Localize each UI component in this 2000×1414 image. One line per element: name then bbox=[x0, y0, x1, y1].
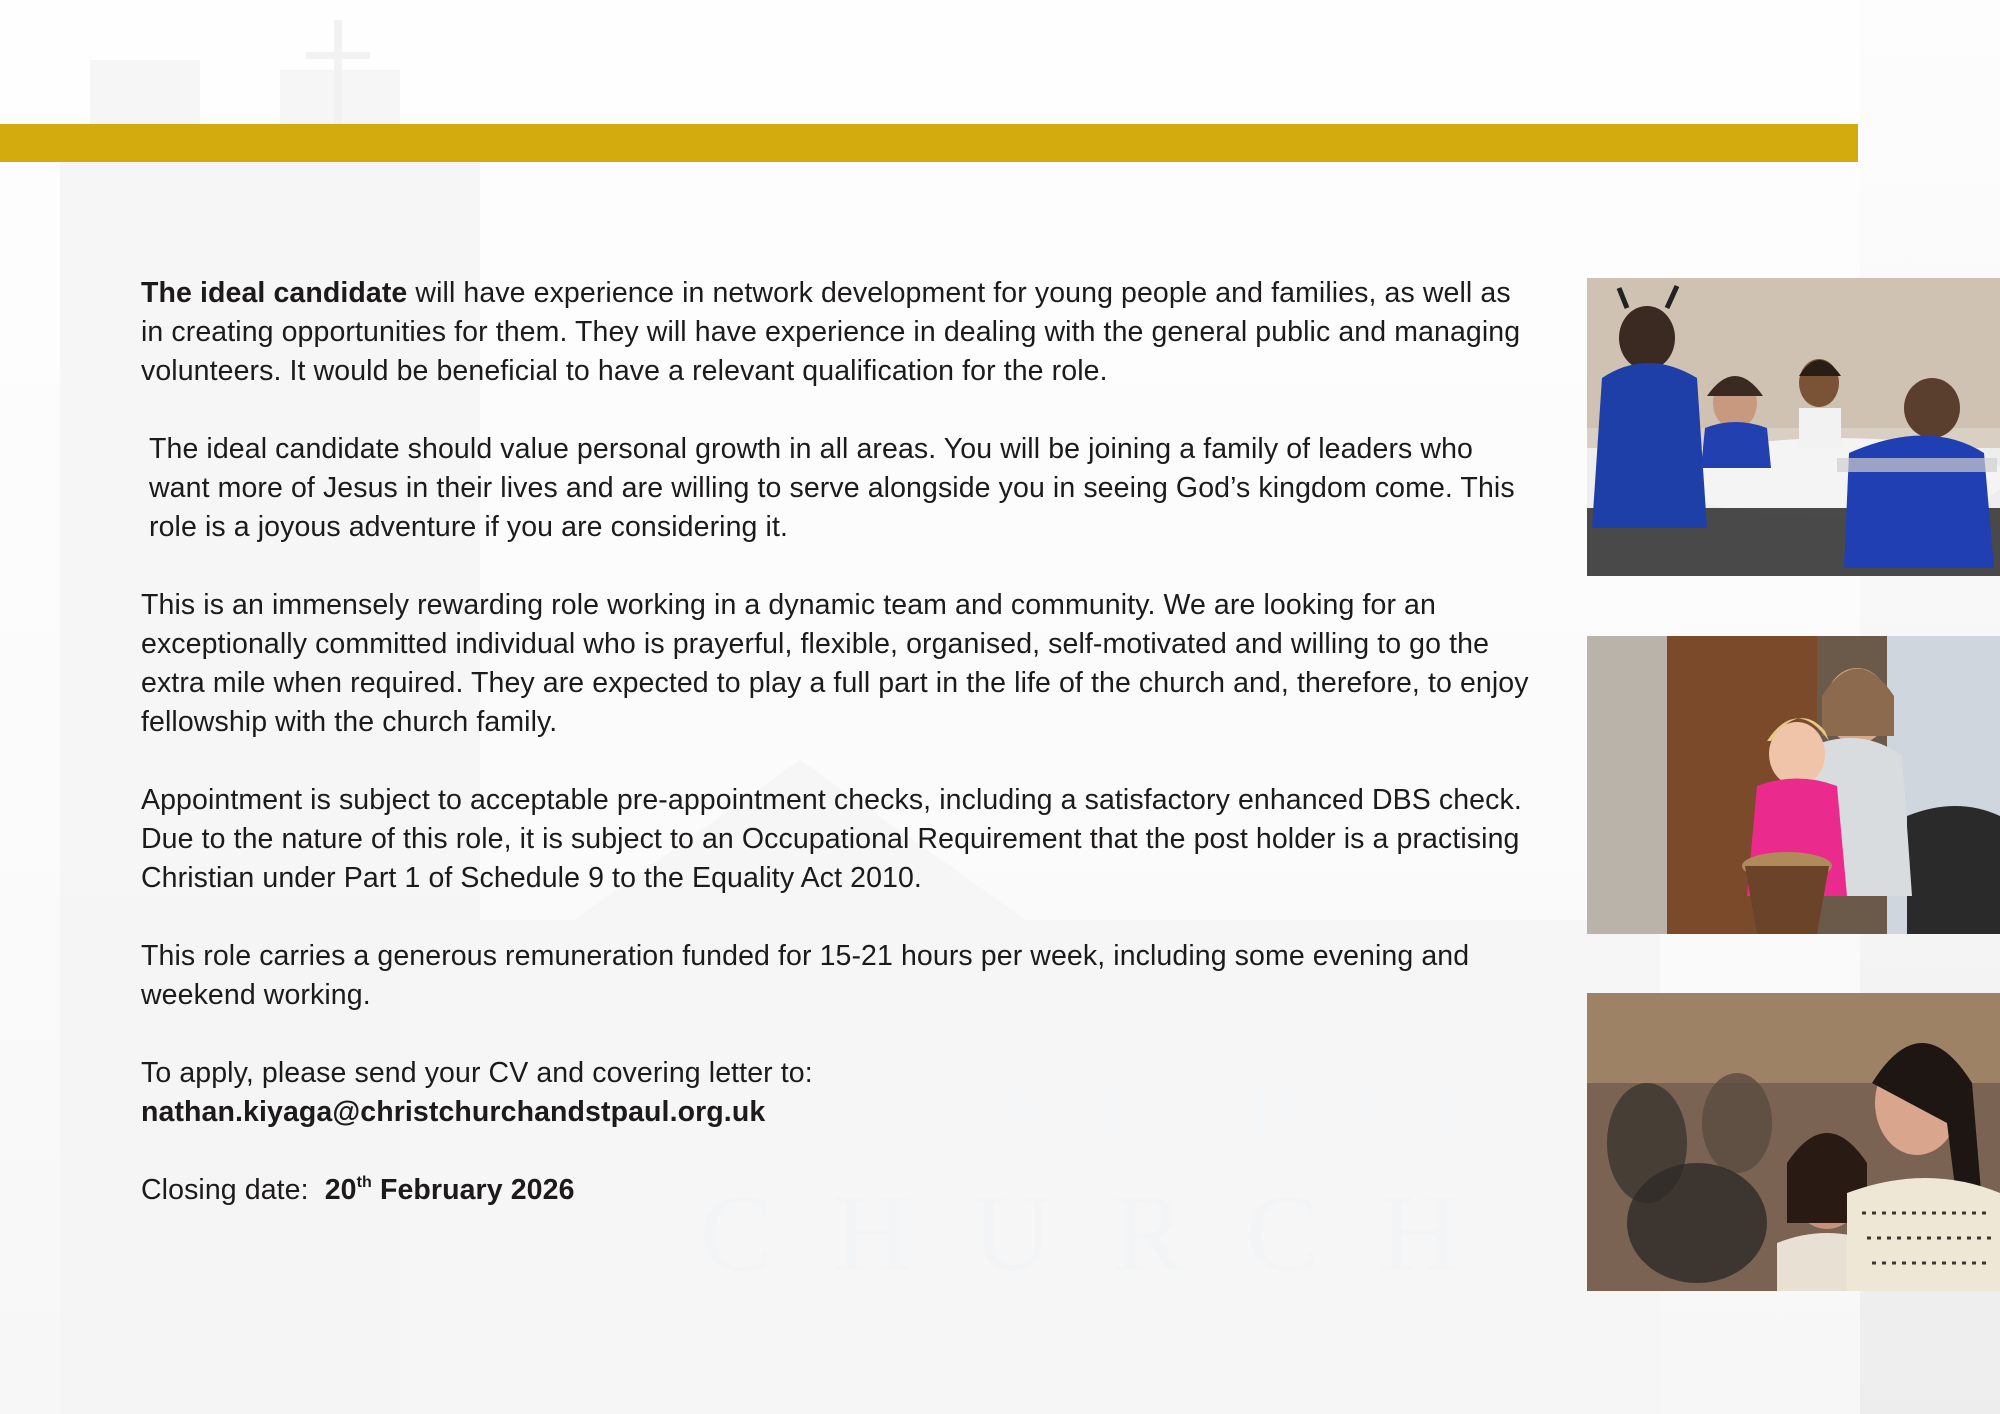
paragraph-ideal-candidate bbox=[141, 274, 1541, 391]
apply-email-link[interactable]: nathan.kiyaga@christchurchandstpaul.org.uk bbox=[141, 1096, 766, 1128]
gold-accent-bar bbox=[0, 124, 1858, 162]
photo-children-party bbox=[1587, 278, 2000, 576]
paragraph-remuneration: This role carries a generous remuneration funded for 15-21 hours per week, including some evening and weekend working. bbox=[141, 940, 1470, 1011]
apply-instructions: To apply, please send your CV and covering letter to: bbox=[141, 1057, 813, 1089]
photo-girl-drum bbox=[1587, 636, 2000, 934]
paragraph-closing-date bbox=[141, 1171, 1541, 1210]
paragraph-appointment: Appointment is subject to acceptable pre-appointment checks, including a satisfactory enhanced DBS check. Due to the nature of this role, it is subject to an Occupational Requirement that the post holder is a practising Christian under Part 1 of Schedule 9 to the Equality Act 2010. bbox=[141, 784, 1522, 894]
paragraph-apply bbox=[141, 1054, 1541, 1132]
closing-date-label: Closing date: bbox=[141, 1174, 309, 1206]
ideal-candidate-heading: The ideal candidate bbox=[141, 277, 408, 309]
ideal-candidate-text: will have experience in network development for young people and families, as well as in creating opportunities for them. They will have experience in dealing with the general public and managing volunteers. It would be beneficial to have a relevant qualification for the role. bbox=[141, 277, 1521, 387]
paragraph-rewarding-role: This is an immensely rewarding role working in a dynamic team and community. We are looking for an exceptionally committed individual who is prayerful, flexible, organised, self-motivated and willing to go the extra mile when required. They are expected to play a full part in the life of the church and, therefore, to enjoy fellowship with the church family. bbox=[141, 589, 1529, 738]
job-description-text bbox=[141, 274, 1541, 1249]
photo-congregation-singing bbox=[1587, 993, 2000, 1291]
closing-date-value: 20th February 2026 bbox=[324, 1174, 575, 1206]
paragraph-personal-growth: The ideal candidate should value personal growth in all areas. You will be joining a family of leaders who want more of Jesus in their lives and are willing to serve alongside you in seeing God’s kingdom come. This role is a joyous adventure if you are considering it. bbox=[149, 433, 1515, 543]
